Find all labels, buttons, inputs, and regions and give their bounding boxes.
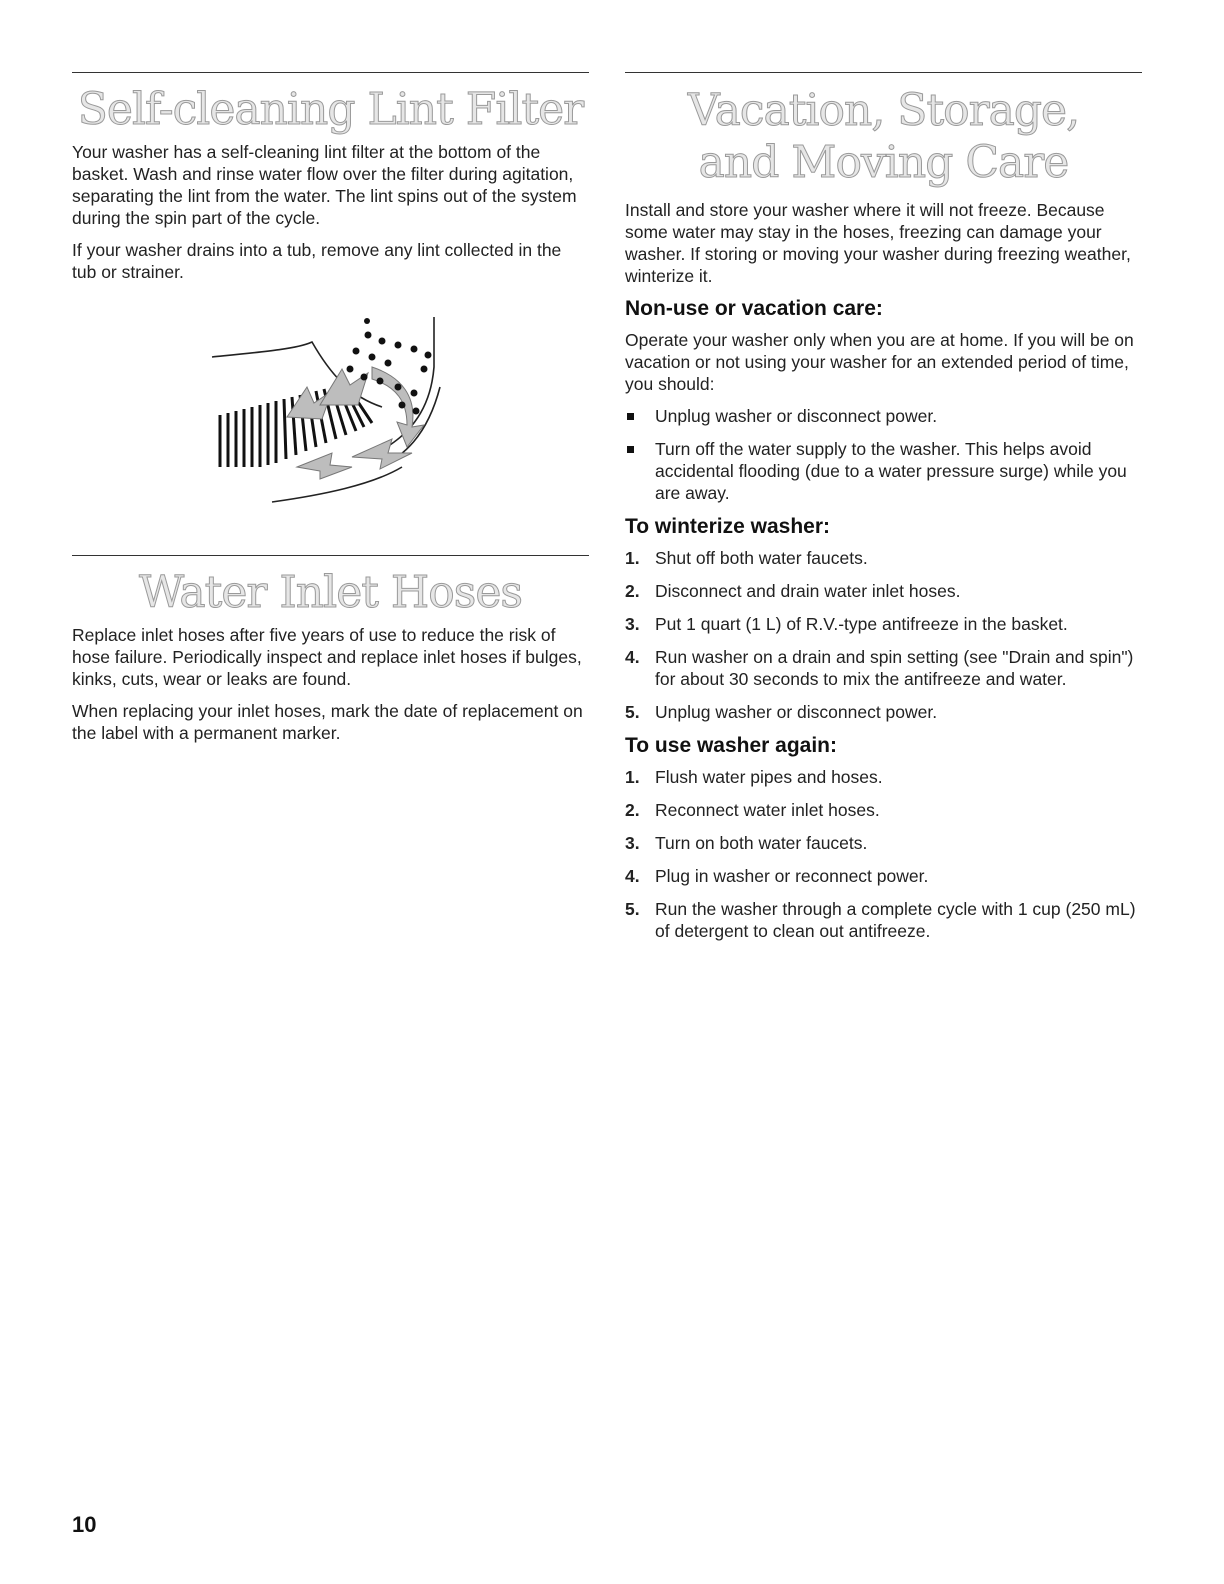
list-item — [625, 405, 1142, 427]
list-item-text: Disconnect and drain water inlet hoses. — [655, 581, 961, 601]
water-inlet-hoses-title: Water Inlet Hoses — [139, 567, 522, 618]
list-item-text: Plug in washer or reconnect power. — [655, 866, 929, 886]
list-item-text: Shut off both water faucets. — [655, 548, 868, 568]
lint-filter-title: Self-cleaning Lint Filter — [77, 84, 584, 135]
list-item-text: Run washer on a drain and spin setting (see "Drain and spin") for about 30 seconds to mix the antifreeze and water. — [655, 647, 1134, 689]
section-divider — [625, 72, 1142, 73]
use-again-heading: To use washer again: — [625, 734, 837, 757]
bullet-square-icon — [627, 413, 634, 420]
step-number: 2. — [625, 581, 640, 601]
list-item — [625, 898, 1142, 942]
page-number: 10 — [72, 1512, 97, 1537]
list-item-text: Flush water pipes and hoses. — [655, 767, 883, 787]
hoses-paragraph-1: Replace inlet hoses after five years of use to reduce the risk of hose failure. Periodically inspect and replace inlet hoses if bulges, kinks, cuts, wear or leaks are found. — [72, 625, 582, 689]
list-item — [625, 438, 1142, 504]
lint-filter-illustration — [72, 307, 589, 515]
vacation-storage-title — [625, 85, 1142, 189]
list-item-text: Unplug washer or disconnect power. — [655, 702, 938, 722]
step-number: 4. — [625, 647, 640, 667]
vacation-title-line-2: and Moving Care — [698, 137, 1069, 188]
lint-filter-paragraph-2: If your washer drains into a tub, remove any lint collected in the tub or strainer. — [72, 240, 562, 282]
hoses-paragraph-2: When replacing your inlet hoses, mark the date of replacement on the label with a permanent marker. — [72, 701, 583, 743]
list-item-text: Run the washer through a complete cycle with 1 cup (250 mL) of detergent to clean out antifreeze. — [655, 899, 1136, 941]
step-number: 3. — [625, 833, 640, 853]
nonuse-text: Operate your washer only when you are at home. If you will be on vacation or not using your washer for an extended period of time, you should: — [625, 330, 1134, 394]
list-item-text: Unplug washer or disconnect power. — [655, 406, 938, 426]
lint-filter-diagram-icon — [202, 307, 452, 507]
lint-filter-paragraph-1: Your washer has a self-cleaning lint filter at the bottom of the basket. Wash and rinse water flow over the filter during agitation, separating the lint from the water. The lint spins out of the system during the spin part of the cycle. — [72, 142, 577, 228]
winterize-heading: To winterize washer: — [625, 515, 830, 538]
list-item-text: Reconnect water inlet hoses. — [655, 800, 880, 820]
use-again-steps — [625, 766, 1142, 942]
list-item — [625, 646, 1142, 690]
nonuse-heading: Non-use or vacation care: — [625, 297, 883, 320]
left-column — [72, 72, 589, 754]
list-item-text: Turn on both water faucets. — [655, 833, 868, 853]
list-item — [625, 613, 1142, 635]
step-number: 1. — [625, 548, 640, 568]
right-column — [625, 72, 1142, 953]
vacation-title-line-1: Vacation, Storage, — [687, 85, 1080, 136]
list-item — [625, 865, 1142, 887]
list-item — [625, 701, 1142, 723]
nonuse-bullet-list — [625, 405, 1142, 504]
section-divider — [72, 555, 589, 556]
step-number: 4. — [625, 866, 640, 886]
step-number: 3. — [625, 614, 640, 634]
step-number: 5. — [625, 899, 640, 919]
list-item — [625, 832, 1142, 854]
section-divider — [72, 72, 589, 73]
vacation-intro: Install and store your washer where it will not freeze. Because some water may stay in the hoses, freezing can damage your washer. If storing or moving your washer during freezing weather, winterize it. — [625, 200, 1131, 286]
list-item — [625, 547, 1142, 569]
list-item-text: Put 1 quart (1 L) of R.V.-type antifreeze in the basket. — [655, 614, 1068, 634]
list-item — [625, 580, 1142, 602]
list-item-text: Turn off the water supply to the washer. This helps avoid accidental flooding (due to a water pressure surge) while you are away. — [655, 439, 1127, 503]
step-number: 2. — [625, 800, 640, 820]
step-number: 5. — [625, 702, 640, 722]
bullet-square-icon — [627, 446, 634, 453]
list-item — [625, 766, 1142, 788]
list-item — [625, 799, 1142, 821]
step-number: 1. — [625, 767, 640, 787]
winterize-steps — [625, 547, 1142, 723]
